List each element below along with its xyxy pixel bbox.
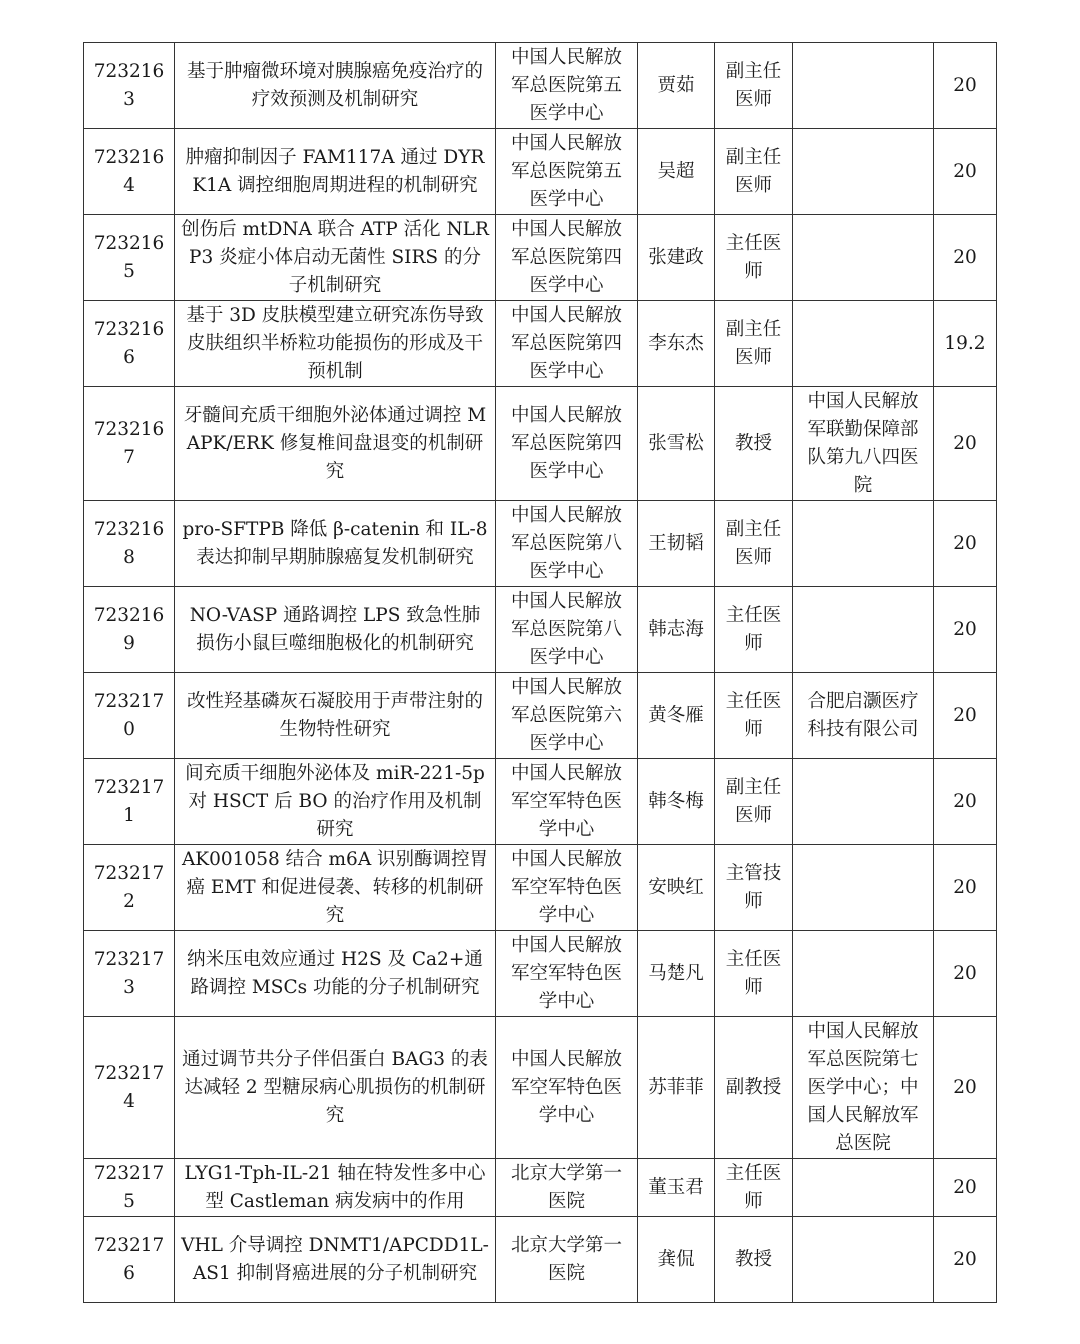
funding-amount: 20 <box>934 43 997 129</box>
project-id: 7232173 <box>84 931 175 1017</box>
project-id: 7232163 <box>84 43 175 129</box>
funding-amount: 20 <box>934 673 997 759</box>
table-row <box>84 673 997 759</box>
project-title: 基于肿瘤微环境对胰腺癌免疫治疗的疗效预测及机制研究 <box>175 43 496 129</box>
project-id: 7232167 <box>84 387 175 501</box>
project-title: 基于 3D 皮肤模型建立研究冻伤导致皮肤组织半桥粒功能损伤的形成及干预机制 <box>175 301 496 387</box>
project-id: 7232169 <box>84 587 175 673</box>
table-row <box>84 215 997 301</box>
principal-investigator: 吴超 <box>638 129 715 215</box>
principal-investigator: 安映红 <box>638 845 715 931</box>
job-title: 教授 <box>715 1217 793 1303</box>
principal-investigator: 马楚凡 <box>638 931 715 1017</box>
partner-unit <box>793 501 934 587</box>
funding-amount: 20 <box>934 1159 997 1217</box>
principal-investigator: 李东杰 <box>638 301 715 387</box>
host-unit: 中国人民解放军空军特色医学中心 <box>496 759 638 845</box>
host-unit: 北京大学第一医院 <box>496 1159 638 1217</box>
host-unit: 中国人民解放军空军特色医学中心 <box>496 1017 638 1159</box>
funding-amount: 20 <box>934 931 997 1017</box>
job-title: 副教授 <box>715 1017 793 1159</box>
principal-investigator: 王韧韬 <box>638 501 715 587</box>
host-unit: 中国人民解放军空军特色医学中心 <box>496 845 638 931</box>
project-title: 改性羟基磷灰石凝胶用于声带注射的生物特性研究 <box>175 673 496 759</box>
project-title: AK001058 结合 m6A 识别酶调控胃癌 EMT 和促进侵袭、转移的机制研究 <box>175 845 496 931</box>
job-title: 主任医师 <box>715 1159 793 1217</box>
project-title: NO-VASP 通路调控 LPS 致急性肺损伤小鼠巨噬细胞极化的机制研究 <box>175 587 496 673</box>
partner-unit: 中国人民解放军联勤保障部队第九八四医院 <box>793 387 934 501</box>
job-title: 教授 <box>715 387 793 501</box>
partner-unit <box>793 759 934 845</box>
host-unit: 中国人民解放军总医院第六医学中心 <box>496 673 638 759</box>
job-title: 主任医师 <box>715 931 793 1017</box>
funding-amount: 20 <box>934 1217 997 1303</box>
host-unit: 中国人民解放军总医院第八医学中心 <box>496 501 638 587</box>
job-title: 主管技师 <box>715 845 793 931</box>
funding-amount: 19.2 <box>934 301 997 387</box>
funding-amount: 20 <box>934 215 997 301</box>
project-title: 牙髓间充质干细胞外泌体通过调控 MAPK/ERK 修复椎间盘退变的机制研究 <box>175 387 496 501</box>
project-id: 7232165 <box>84 215 175 301</box>
project-title: 创伤后 mtDNA 联合 ATP 活化 NLRP3 炎症小体启动无菌性 SIRS 的分子机制研究 <box>175 215 496 301</box>
funding-amount: 20 <box>934 587 997 673</box>
project-id: 7232176 <box>84 1217 175 1303</box>
project-id: 7232171 <box>84 759 175 845</box>
funding-amount: 20 <box>934 129 997 215</box>
partner-unit <box>793 845 934 931</box>
funding-amount: 20 <box>934 1017 997 1159</box>
table-row <box>84 1159 997 1217</box>
funding-amount: 20 <box>934 759 997 845</box>
project-id: 7232164 <box>84 129 175 215</box>
table-row <box>84 759 997 845</box>
job-title: 副主任医师 <box>715 301 793 387</box>
partner-unit <box>793 215 934 301</box>
table-row <box>84 129 997 215</box>
partner-unit <box>793 931 934 1017</box>
funding-amount: 20 <box>934 387 997 501</box>
principal-investigator: 龚侃 <box>638 1217 715 1303</box>
project-title: 通过调节共分子伴侣蛋白 BAG3 的表达减轻 2 型糖尿病心肌损伤的机制研究 <box>175 1017 496 1159</box>
table-row <box>84 931 997 1017</box>
host-unit: 中国人民解放军总医院第四医学中心 <box>496 301 638 387</box>
job-title: 副主任医师 <box>715 43 793 129</box>
table-row <box>84 301 997 387</box>
partner-unit <box>793 1159 934 1217</box>
partner-unit: 中国人民解放军总医院第七医学中心；中国人民解放军总医院 <box>793 1017 934 1159</box>
table-row <box>84 1017 997 1159</box>
job-title: 主任医师 <box>715 215 793 301</box>
principal-investigator: 张雪松 <box>638 387 715 501</box>
job-title: 副主任医师 <box>715 759 793 845</box>
project-id: 7232170 <box>84 673 175 759</box>
job-title: 主任医师 <box>715 673 793 759</box>
host-unit: 中国人民解放军总医院第八医学中心 <box>496 587 638 673</box>
partner-unit <box>793 1217 934 1303</box>
partner-unit <box>793 129 934 215</box>
table-row <box>84 501 997 587</box>
table-row <box>84 387 997 501</box>
principal-investigator: 贾茹 <box>638 43 715 129</box>
project-id: 7232166 <box>84 301 175 387</box>
job-title: 副主任医师 <box>715 129 793 215</box>
host-unit: 中国人民解放军空军特色医学中心 <box>496 931 638 1017</box>
project-id: 7232175 <box>84 1159 175 1217</box>
principal-investigator: 苏菲菲 <box>638 1017 715 1159</box>
job-title: 主任医师 <box>715 587 793 673</box>
principal-investigator: 张建政 <box>638 215 715 301</box>
table-row <box>84 43 997 129</box>
project-title: 间充质干细胞外泌体及 miR-221-5p 对 HSCT 后 BO 的治疗作用及机制研究 <box>175 759 496 845</box>
principal-investigator: 黄冬雁 <box>638 673 715 759</box>
funding-amount: 20 <box>934 845 997 931</box>
project-id: 7232168 <box>84 501 175 587</box>
project-title: VHL 介导调控 DNMT1/APCDD1L-AS1 抑制肾癌进展的分子机制研究 <box>175 1217 496 1303</box>
project-title: LYG1-Tph-IL-21 轴在特发性多中心型 Castleman 病发病中的作用 <box>175 1159 496 1217</box>
principal-investigator: 韩冬梅 <box>638 759 715 845</box>
host-unit: 中国人民解放军总医院第四医学中心 <box>496 387 638 501</box>
table-row <box>84 845 997 931</box>
project-id: 7232172 <box>84 845 175 931</box>
host-unit: 中国人民解放军总医院第五医学中心 <box>496 129 638 215</box>
principal-investigator: 董玉君 <box>638 1159 715 1217</box>
project-title: 纳米压电效应通过 H2S 及 Ca2+通路调控 MSCs 功能的分子机制研究 <box>175 931 496 1017</box>
project-id: 7232174 <box>84 1017 175 1159</box>
grant-table <box>83 42 997 1303</box>
job-title: 副主任医师 <box>715 501 793 587</box>
funding-amount: 20 <box>934 501 997 587</box>
project-title: 肿瘤抑制因子 FAM117A 通过 DYRK1A 调控细胞周期进程的机制研究 <box>175 129 496 215</box>
project-title: pro-SFTPB 降低 β-catenin 和 IL-8 表达抑制早期肺腺癌复发机制研究 <box>175 501 496 587</box>
host-unit: 中国人民解放军总医院第五医学中心 <box>496 43 638 129</box>
partner-unit <box>793 587 934 673</box>
host-unit: 中国人民解放军总医院第四医学中心 <box>496 215 638 301</box>
host-unit: 北京大学第一医院 <box>496 1217 638 1303</box>
table-row <box>84 1217 997 1303</box>
partner-unit: 合肥启灏医疗科技有限公司 <box>793 673 934 759</box>
table-row <box>84 587 997 673</box>
partner-unit <box>793 301 934 387</box>
principal-investigator: 韩志海 <box>638 587 715 673</box>
partner-unit <box>793 43 934 129</box>
